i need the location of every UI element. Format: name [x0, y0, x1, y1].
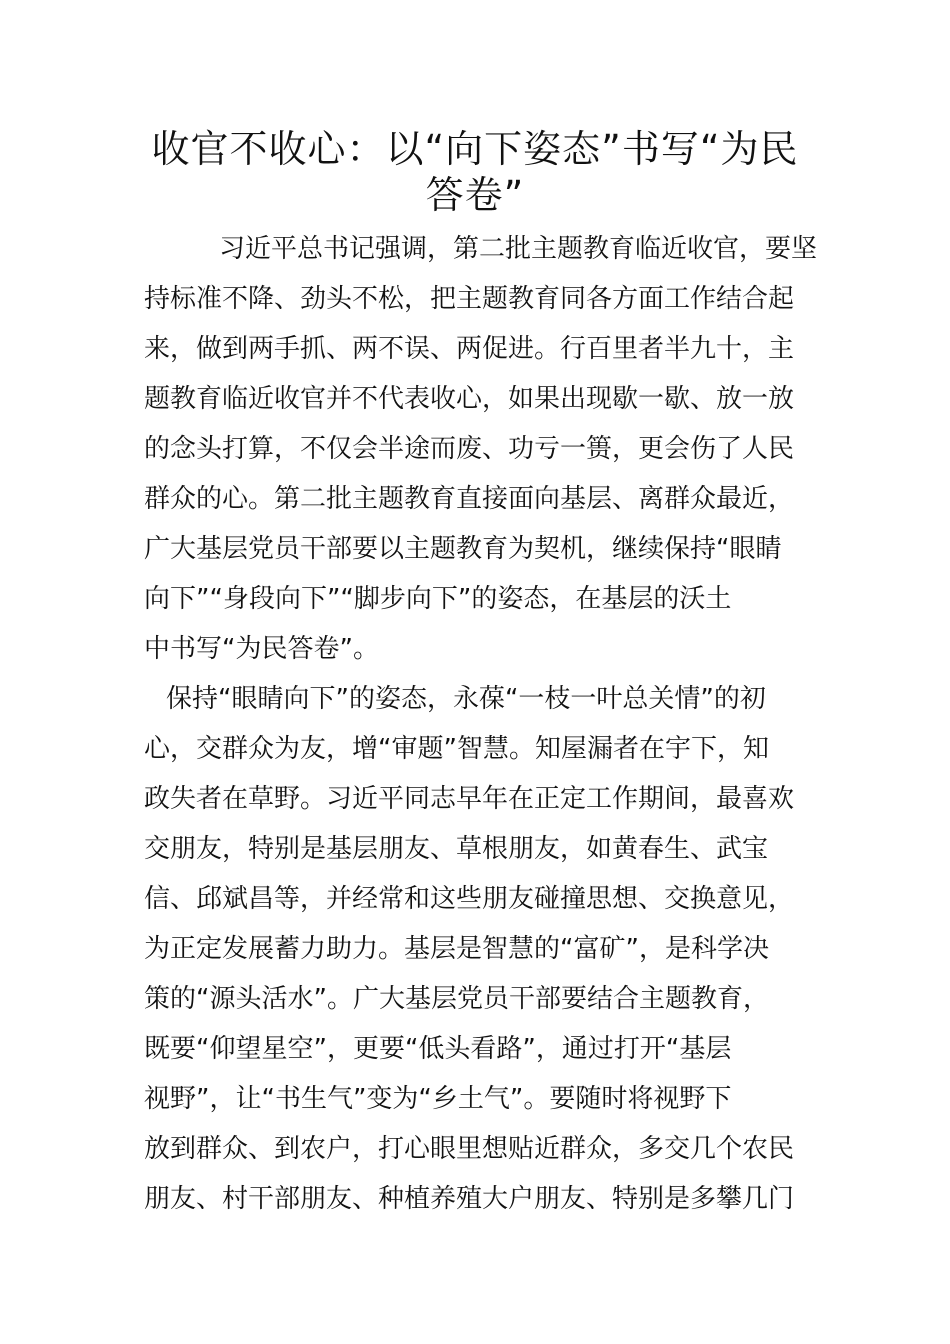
text-line: 习近平总书记强调，第二批主题教育临近收官，要坚	[219, 234, 818, 264]
text-line: 视野”，让“书生气”变为“乡土气”。要随时将视野下	[144, 1084, 732, 1114]
document-title	[140, 126, 810, 218]
text-line: 放到群众、到农户，打心眼里想贴近群众，多交几个农民	[144, 1134, 795, 1164]
text-line: 朋友、村干部朋友、种植养殖大户朋友、特别是多攀几门	[144, 1184, 795, 1214]
text-line: 政失者在草野。习近平同志早年在正定工作期间，最喜欢	[144, 784, 795, 814]
document-body	[144, 224, 818, 1224]
text-line: 广大基层党员干部要以主题教育为契机，继续保持“眼睛	[144, 534, 782, 564]
text-line: 保持“眼睛向下”的姿态，永葆“一枝一叶总关情”的初	[166, 684, 766, 714]
text-line: 题教育临近收官并不代表收心，如果出现歇一歇、放一放	[144, 384, 795, 414]
title-line-1: 收官不收心：以“向下姿态”书写“为民	[151, 127, 799, 171]
text-line: 的念头打算，不仅会半途而废、功亏一篑，更会伤了人民	[144, 434, 795, 464]
text-line: 持标准不降、劲头不松，把主题教育同各方面工作结合起	[144, 284, 795, 314]
text-line: 信、邱斌昌等，并经常和这些朋友碰撞思想、交换意见，	[144, 884, 795, 914]
text-line: 来，做到两手抓、两不误、两促进。行百里者半九十，主	[144, 334, 795, 364]
text-line: 为正定发展蓄力助力。基层是智慧的“富矿”，是科学决	[144, 934, 769, 964]
text-line: 交朋友，特别是基层朋友、草根朋友，如黄春生、武宝	[144, 834, 769, 864]
title-line-2: 答卷”	[425, 173, 525, 217]
text-line: 心，交群众为友，增“审题”智慧。知屋漏者在宇下，知	[144, 734, 769, 764]
text-line: 既要“仰望星空”，更要“低头看路”，通过打开“基层	[144, 1034, 732, 1064]
text-line: 策的“源头活水”。广大基层党员干部要结合主题教育，	[144, 984, 769, 1014]
text-line: 向下”“身段向下”“脚步向下”的姿态，在基层的沃土	[144, 584, 732, 614]
text-line: 群众的心。第二批主题教育直接面向基层、离群众最近，	[144, 484, 795, 514]
text-line: 中书写“为民答卷”。	[144, 634, 379, 664]
